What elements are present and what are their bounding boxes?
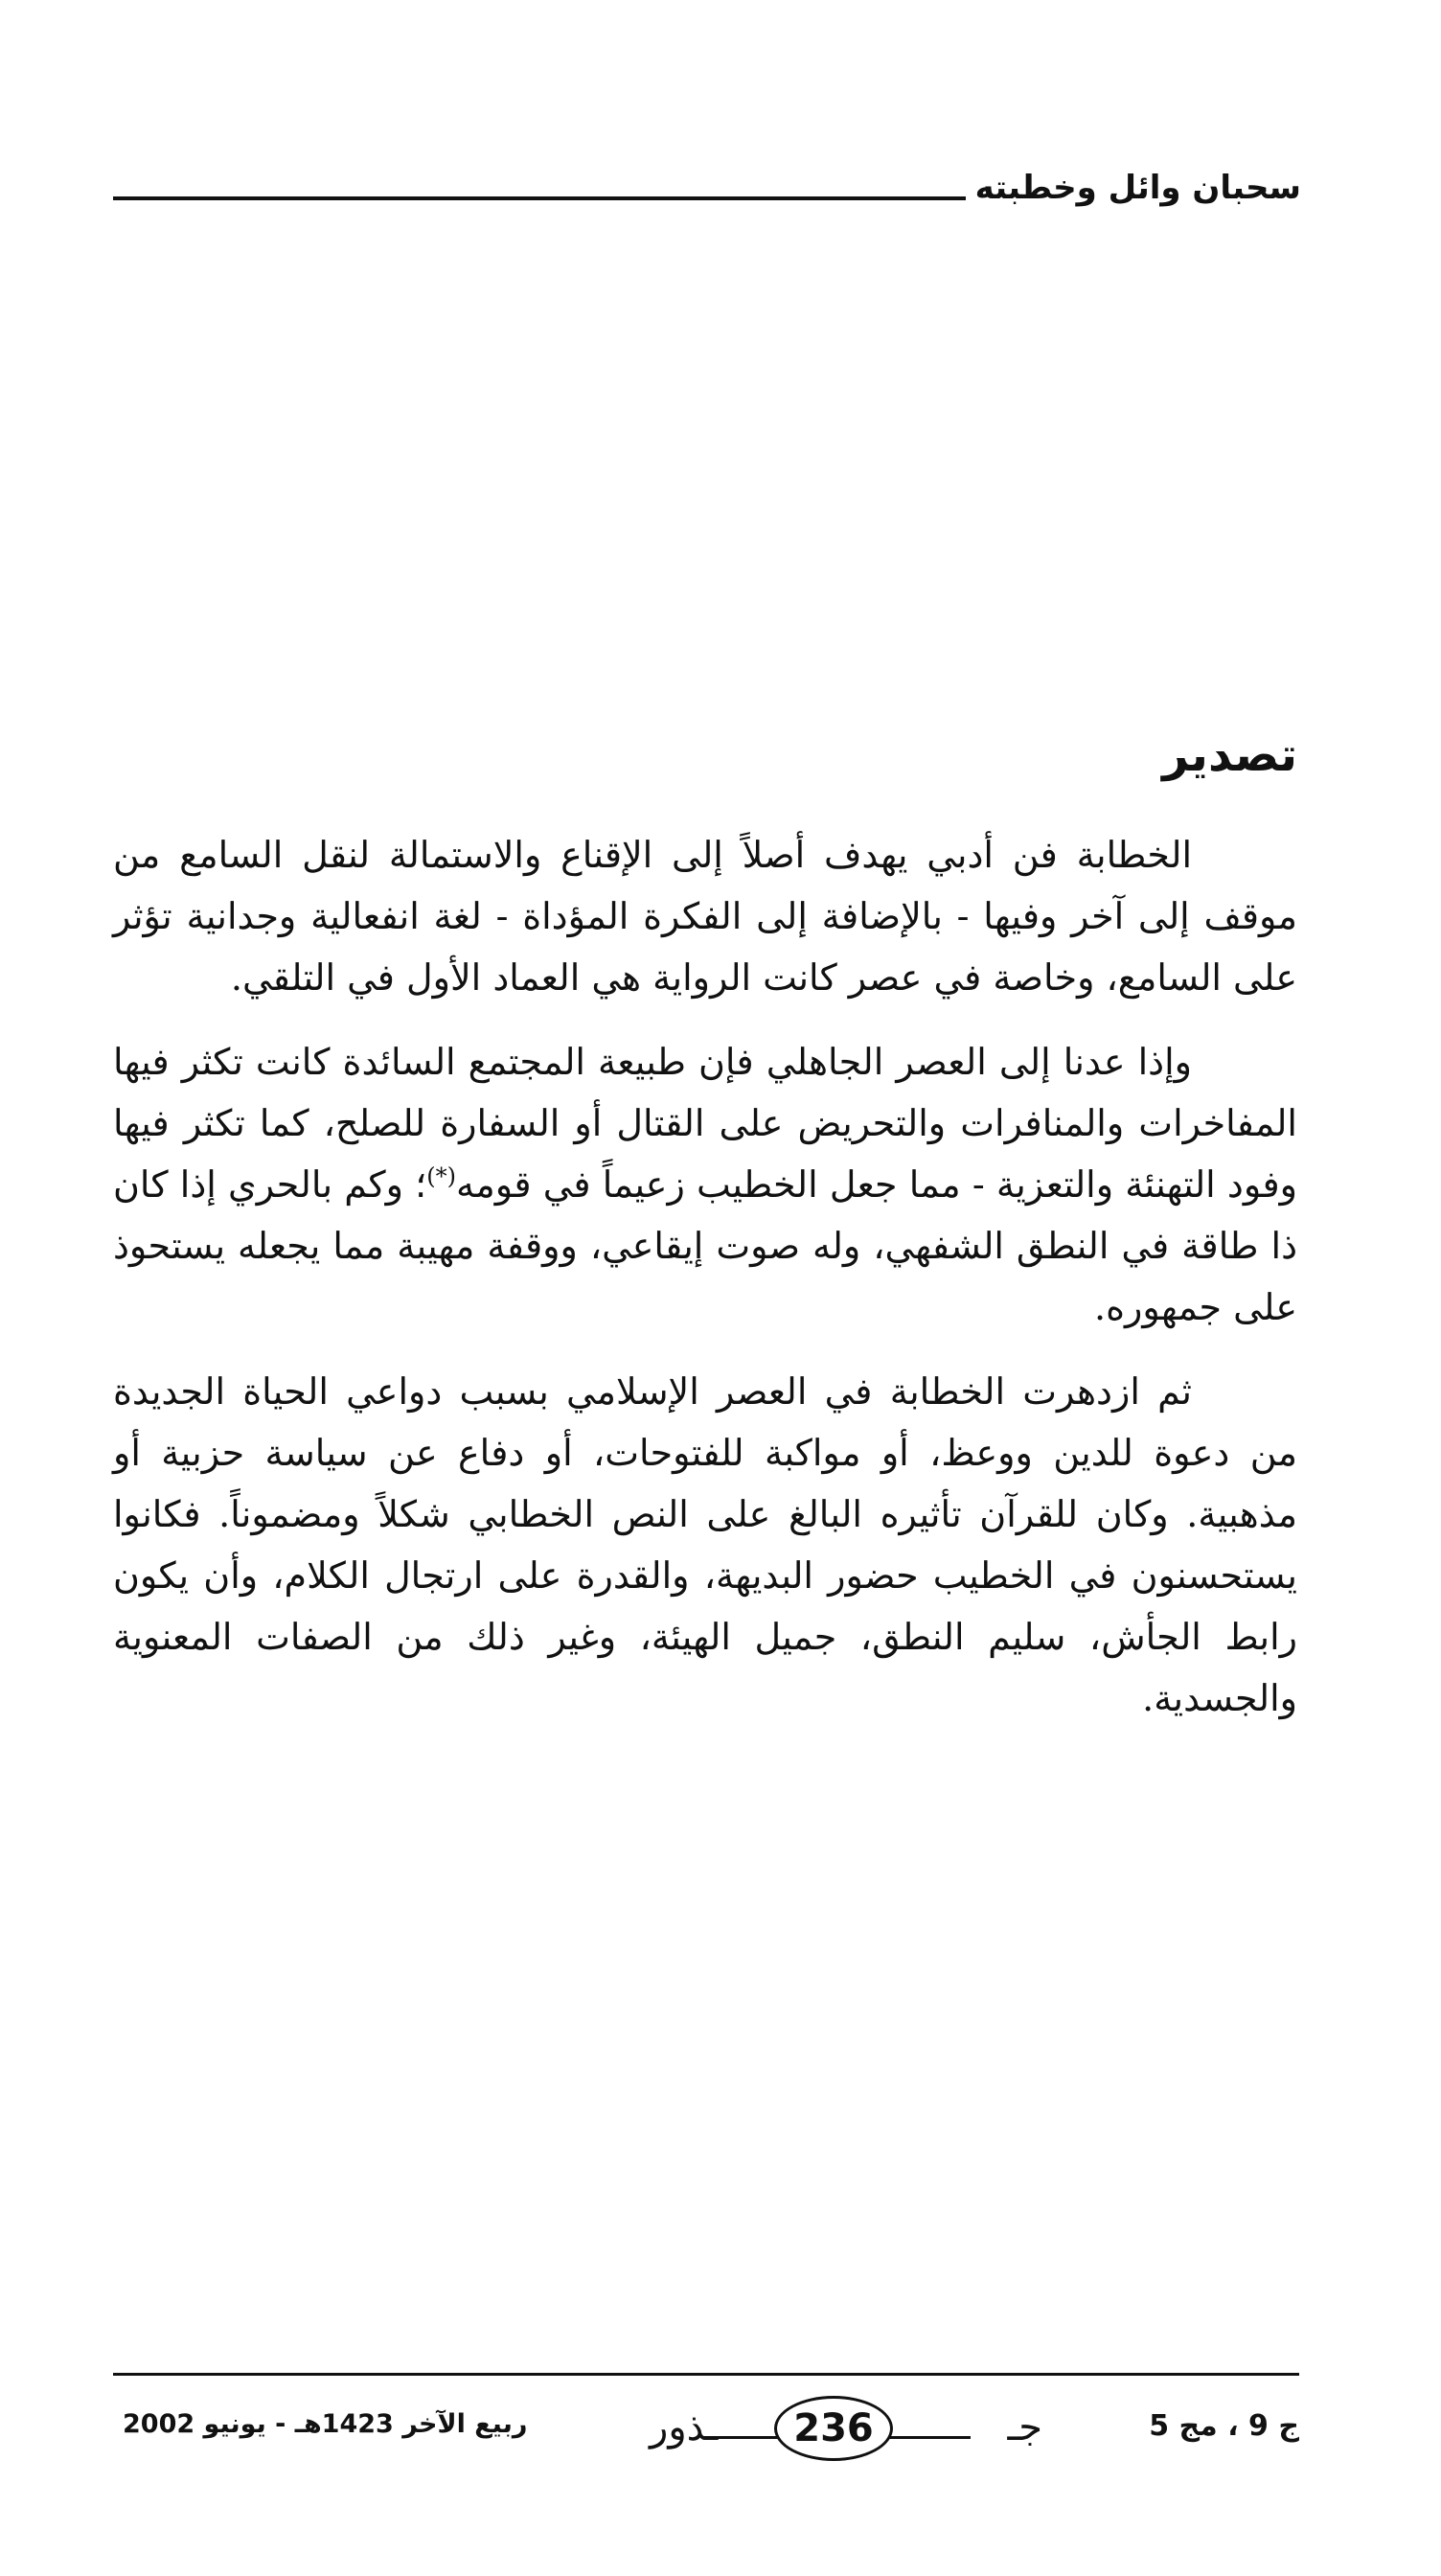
paragraph-2-text-b: ؛ وكم بالحري إذا كان ذا طاقة في النطق الشفهي، وله صوت إيقاعي، ووقفة مهيبة مما يجعله يستحوذ على جمهوره. (113, 1163, 1297, 1328)
journal-name-part-1: جـ (1007, 2405, 1042, 2450)
header-title: سحبان وائل وخطبته (966, 169, 1301, 207)
paragraph-3: ثم ازدهرت الخطابة في العصر الإسلامي بسبب دواعي الحياة الجديدة من دعوة للدين ووعظ، أو مواكبة للفتوحات، أو دفاع عن سياسة حزبية أو مذهبية. وكان للقرآن تأثيره البالغ على النص الخطابي شكلاً ومضموناً. فكانوا يستحسنون في الخطيب حضور البديهة، والقدرة على ارتجال الكلام، وأن يكون رابط الجأش، سليم النطق، جميل الهيئة، وغير ذلك من الصفات المعنوية والجسدية. (113, 1370, 1297, 1719)
page-number: 236 (774, 2396, 893, 2461)
footer-rule (113, 2373, 1299, 2376)
journal-mark (611, 2396, 1062, 2463)
paragraph-2 (113, 1031, 1297, 1338)
paragraph-2-text-a: وإذا عدنا إلى العصر الجاهلي فإن طبيعة المجتمع السائدة كانت تكثر فيها المفاخرات والمنافرات والتحريض على القتال أو السفارة للصلح، كما تكثر فيها وفود التهنئة والتعزية - مما جعل الخطيب زعيماً في قومه (113, 1041, 1297, 1206)
footer-issue: ج 9 ، مج 5 (1149, 2409, 1299, 2443)
body-text (113, 824, 1297, 1752)
footnote-mark: (*) (426, 1162, 456, 1190)
footer (113, 2396, 1299, 2472)
journal-name-part-2: ـذور (650, 2405, 719, 2450)
running-header (113, 161, 1301, 218)
section-heading: تصدير (1162, 728, 1297, 782)
paragraph-1: الخطابة فن أدبي يهدف أصلاً إلى الإقناع والاستمالة لنقل السامع من موقف إلى آخر وفيها - بالإضافة إلى الفكرة المؤداة - لغة انفعالية وجدانية تؤثر على السامع، وخاصة في عصر كانت الرواية هي العماد الأول في التلقي. (113, 834, 1297, 999)
footer-date: ربيع الآخر 1423هـ - يونيو 2002 (123, 2409, 528, 2439)
